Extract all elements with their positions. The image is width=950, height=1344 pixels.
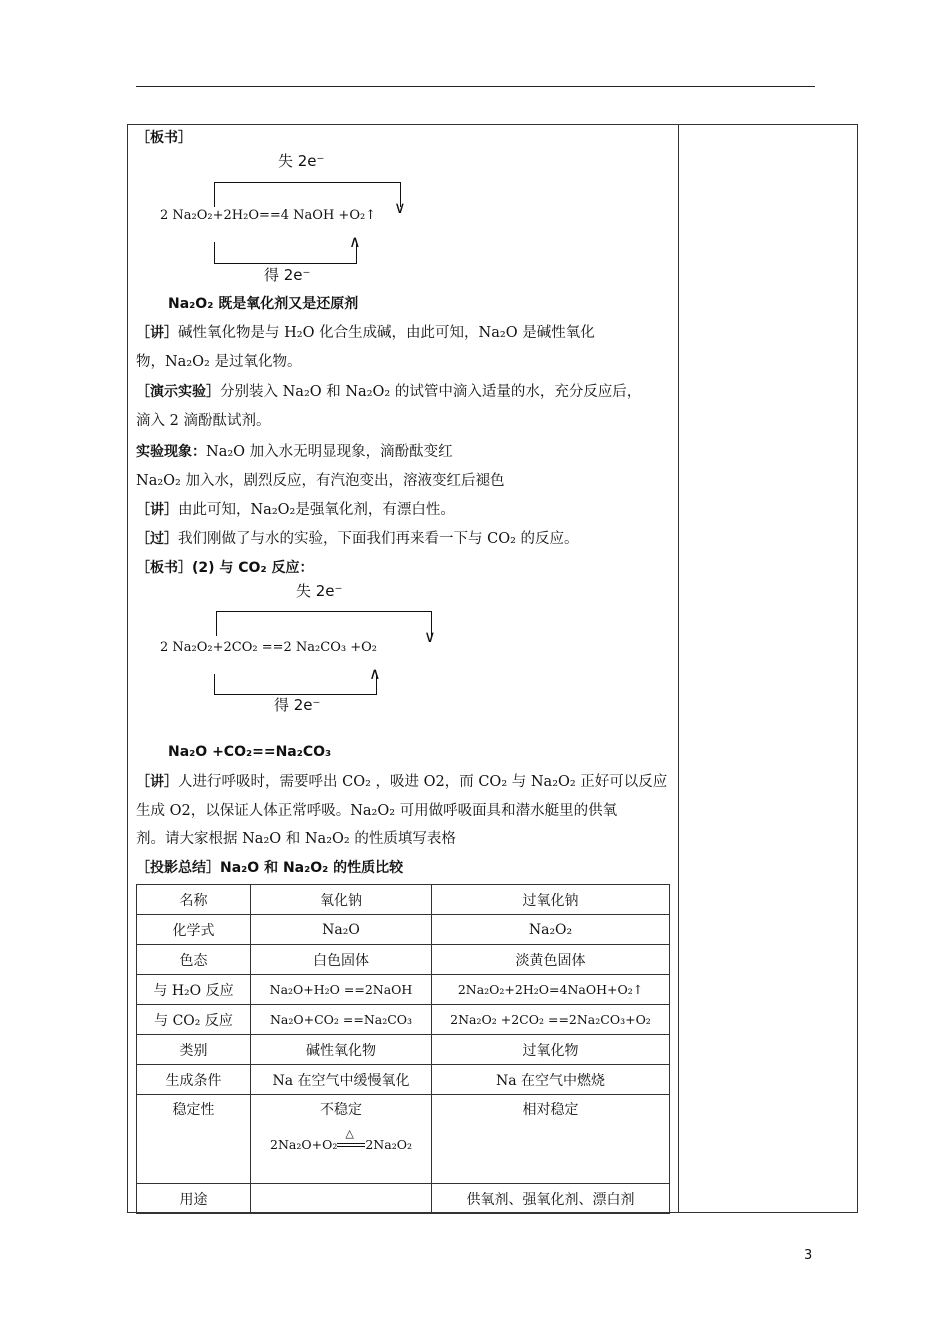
na2o-stability-equation — [251, 1126, 431, 1153]
demo-line-1 — [136, 382, 641, 402]
delta-icon: △ — [345, 1126, 354, 1140]
column-divider — [678, 124, 679, 1213]
electron-lose-1: 失 2e⁻ — [278, 152, 325, 170]
gain-bracket-2 — [214, 674, 377, 695]
lose-bracket-2 — [216, 611, 432, 636]
transition — [136, 529, 579, 549]
heat-condition — [337, 1126, 365, 1153]
row-label: 类别 — [137, 1035, 251, 1065]
demo-label: ［演示实验］ — [136, 384, 220, 400]
gain-bracket-1 — [214, 242, 357, 264]
na2o2-stability-cell: 相对稳定 — [432, 1095, 670, 1184]
lecture-2-text: 由此可知，Na₂O₂是强氧化剂，有漂白性。 — [178, 502, 455, 518]
lecture-1-line-1 — [136, 323, 595, 343]
demo-line-2: 滴入 2 滴酚酞试剂。 — [136, 413, 271, 429]
na2o2-cell: Na 在空气中燃烧 — [432, 1065, 670, 1095]
na2o-stability-text: 不稳定 — [320, 1102, 362, 1118]
table-row — [137, 975, 670, 1005]
board-2-heading — [136, 558, 313, 578]
table-row-usage — [137, 1184, 670, 1214]
lecture-label: ［讲］ — [136, 774, 178, 790]
reaction-equation-1: 2 Na₂O₂+2H₂O==4 NaOH +O₂↑ — [160, 208, 377, 223]
lecture-3-text: 人进行呼吸时，需要呼出 CO₂ ，吸进 O2，而 CO₂ 与 Na₂O₂ 正好可以反应 — [178, 774, 668, 790]
row-label: 化学式 — [137, 915, 251, 945]
lecture-3-line-2: 生成 O2，以保证人体正常呼吸。Na₂O₂ 可用做呼吸面具和潜水艇里的供氧 — [136, 803, 618, 819]
board-2-title: (2) 与 CO₂ 反应： — [192, 560, 314, 576]
na2o2-cell: 过氧化物 — [432, 1035, 670, 1065]
electron-gain-1: 得 2e⁻ — [264, 266, 311, 284]
arrow-down-icon: ∨ — [424, 627, 436, 646]
na2o-cell: 碱性氧化物 — [251, 1035, 432, 1065]
eq-right: 2Na₂O₂ — [365, 1137, 412, 1152]
lecture-label: ［讲］ — [136, 502, 178, 518]
reaction-equation-2: 2 Na₂O₂+2CO₂ ==2 Na₂CO₃ +O₂ — [160, 640, 377, 655]
phenomenon-line-1 — [136, 442, 453, 462]
na2o-cell: Na₂O — [251, 915, 432, 945]
row-label: 与 CO₂ 反应 — [137, 1005, 251, 1035]
header-rule — [136, 86, 815, 87]
transition-text: 我们刚做了与水的实验，下面我们再来看一下与 CO₂ 的反应。 — [178, 531, 579, 547]
comparison-table — [136, 884, 670, 1214]
na2o-cell: Na₂O+CO₂ ==Na₂CO₃ — [251, 1005, 432, 1035]
na2o-stability-cell — [251, 1095, 432, 1184]
summary-heading — [136, 858, 403, 878]
row-label: 稳定性 — [137, 1095, 251, 1184]
summary-title: Na₂O 和 Na₂O₂ 的性质比较 — [220, 860, 404, 876]
na2o-cell: Na 在空气中缓慢氧化 — [251, 1065, 432, 1095]
table-row — [137, 915, 670, 945]
na2o2-usage-cell: 供氧剂、强氧化剂、漂白剂 — [432, 1184, 670, 1214]
eq-left: 2Na₂O+O₂ — [270, 1137, 338, 1152]
table-header: 氧化钠 — [251, 885, 432, 915]
summary-label: ［投影总结］ — [136, 860, 220, 876]
lecture-1-text: 碱性氧化物是与 H₂O 化合生成碱，由此可知，Na₂O 是碱性氧化 — [178, 325, 595, 341]
na2o-usage-cell — [251, 1184, 432, 1214]
row-label: 与 H₂O 反应 — [137, 975, 251, 1005]
na2o2-cell: 淡黄色固体 — [432, 945, 670, 975]
lecture-label: ［讲］ — [136, 325, 178, 341]
row-label: 色态 — [137, 945, 251, 975]
lecture-1-line-2: 物，Na₂O₂ 是过氧化物。 — [136, 354, 302, 370]
table-row — [137, 1065, 670, 1095]
table-header: 过氧化钠 — [432, 885, 670, 915]
arrow-up-icon: ∧ — [349, 232, 361, 251]
table-row — [137, 1035, 670, 1065]
row-label: 生成条件 — [137, 1065, 251, 1095]
na2o-cell: 白色固体 — [251, 945, 432, 975]
row-label: 用途 — [137, 1184, 251, 1214]
table-row-stability — [137, 1095, 670, 1184]
na2o2-cell: 2Na₂O₂+2H₂O=4NaOH+O₂↑ — [432, 975, 670, 1005]
na2o-cell: Na₂O+H₂O ==2NaOH — [251, 975, 432, 1005]
double-line — [337, 1143, 365, 1147]
arrow-up-icon: ∧ — [369, 664, 381, 683]
demo-text: 分别装入 Na₂O 和 Na₂O₂ 的试管中滴入适量的水，充分反应后， — [220, 384, 642, 400]
table-header-row — [137, 885, 670, 915]
table-row — [137, 1005, 670, 1035]
arrow-down-icon: ∨ — [394, 198, 406, 217]
electron-lose-2: 失 2e⁻ — [296, 582, 343, 600]
lecture-3-line-1 — [136, 772, 667, 792]
lecture-3-line-3: 剂。请大家根据 Na₂O 和 Na₂O₂ 的性质填写表格 — [136, 831, 456, 847]
table-header: 名称 — [137, 885, 251, 915]
lecture-2 — [136, 500, 455, 520]
board-label-1: ［板书］ — [136, 130, 192, 146]
conclusion-1: Na₂O₂ 既是氧化剂又是还原剂 — [168, 296, 359, 312]
phenomenon-line-2: Na₂O₂ 加入水，剧烈反应，有汽泡变出，溶液变红后褪色 — [136, 473, 505, 489]
electron-gain-2: 得 2e⁻ — [274, 696, 321, 714]
na2o2-cell: Na₂O₂ — [432, 915, 670, 945]
board-label-2: ［板书］ — [136, 560, 192, 576]
phenomenon-text: Na₂O 加入水无明显现象，滴酚酞变红 — [206, 444, 453, 460]
na2o2-cell: 2Na₂O₂ +2CO₂ ==2Na₂CO₃+O₂ — [432, 1005, 670, 1035]
phenomenon-label: 实验现象： — [136, 444, 206, 460]
page-number: 3 — [804, 1248, 813, 1263]
transition-label: ［过］ — [136, 531, 178, 547]
equation-na2o-co2: Na₂O +CO₂==Na₂CO₃ — [168, 744, 332, 760]
table-row — [137, 945, 670, 975]
lose-bracket-1 — [214, 182, 401, 207]
